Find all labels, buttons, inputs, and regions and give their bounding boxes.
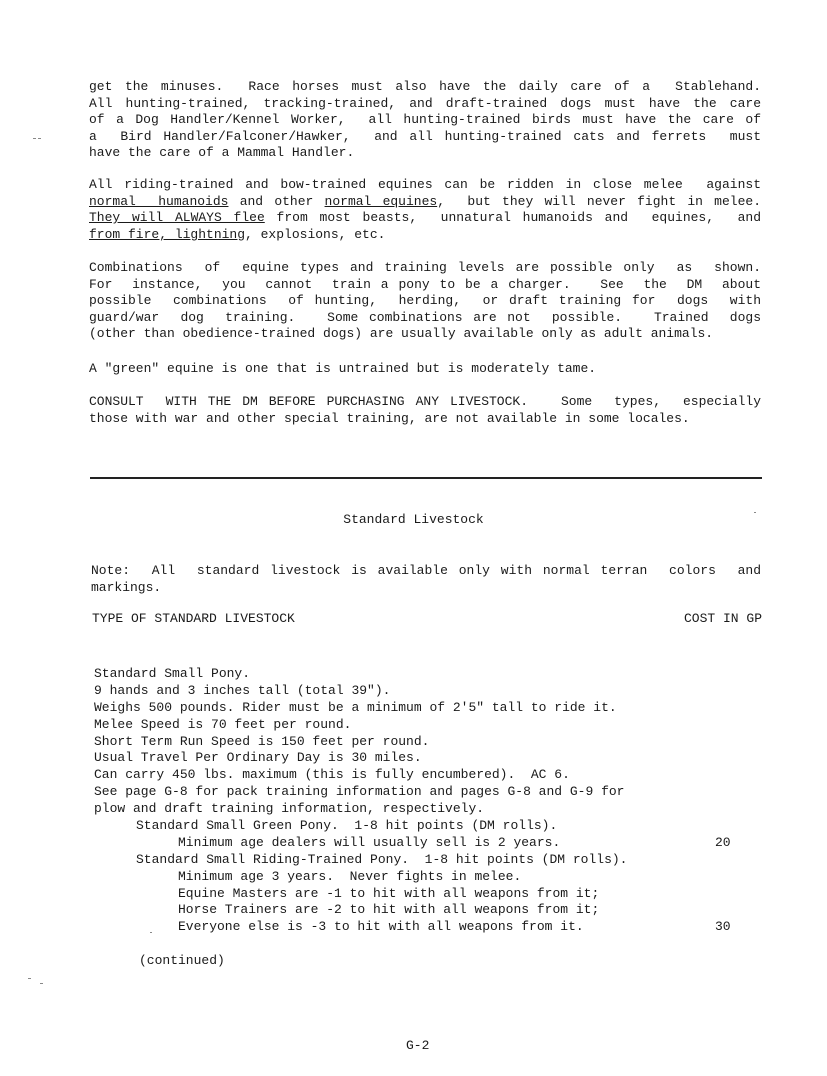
scan-speck	[40, 983, 43, 984]
livestock-line	[94, 801, 764, 818]
paragraph-green-equine	[89, 361, 761, 378]
livestock-line	[94, 852, 764, 869]
scan-speck	[38, 138, 41, 139]
text-line: Note: All standard livestock is available only with normal terran colors and	[91, 563, 761, 578]
continued-label: (continued)	[139, 953, 225, 968]
text-line: A "green" equine is one that is untrained but is moderately tame.	[89, 361, 597, 376]
paragraph-care-requirements	[89, 79, 761, 162]
text-line: possible combinations of hunting, herding, or draft training for dogs with	[89, 293, 761, 309]
livestock-line	[94, 818, 764, 835]
livestock-line-text: Equine Masters are -1 to hit with all weapons from it;	[178, 885, 600, 901]
text-line: guard/war dog training. Some combinations are not possible. Trained dogs	[89, 309, 761, 325]
livestock-price: 20	[715, 834, 731, 850]
livestock-line-text: Minimum age 3 years. Never fights in melee.	[178, 868, 522, 884]
livestock-line-text: Short Term Run Speed is 150 feet per round.	[94, 733, 430, 749]
text-line-underlined: from fire, lightning, explosions, etc.	[89, 226, 386, 242]
livestock-line	[94, 767, 764, 784]
text-line: of a Dog Handler/Kennel Worker, all hunting-trained birds must have the care of	[89, 112, 761, 128]
livestock-line-text: Standard Small Green Pony. 1-8 hit points (DM rolls).	[136, 818, 558, 834]
livestock-line	[94, 700, 764, 717]
livestock-line	[94, 919, 764, 936]
livestock-line-text: Standard Small Pony.	[94, 666, 251, 681]
livestock-line-text: Can carry 450 lbs. maximum (this is fully encumbered). AC 6.	[94, 767, 570, 783]
livestock-line	[94, 683, 764, 700]
paragraph-combinations	[89, 260, 761, 343]
paragraph-melee-rules	[89, 177, 761, 243]
text-line-underlined: They will ALWAYS flee from most beasts, unnatural humanoids and equines, and	[89, 210, 761, 226]
horizontal-rule	[90, 477, 762, 479]
text-line: those with war and other special training, are not available in some locales.	[89, 410, 690, 426]
livestock-line-text: plow and draft training information, respectively.	[94, 801, 485, 817]
text-line: CONSULT WITH THE DM BEFORE PURCHASING ANY LIVESTOCK. Some types, especially	[89, 394, 761, 409]
text-line: get the minuses. Race horses must also have the daily care of a Stablehand.	[89, 79, 761, 94]
text-line-underlined: normal humanoids and other normal equines, but they will never fight in melee.	[89, 193, 761, 209]
livestock-line	[94, 717, 764, 734]
section-heading: Standard Livestock	[343, 512, 484, 527]
paragraph-consult-dm	[89, 394, 761, 427]
note-paragraph	[91, 563, 761, 596]
page-number: G-2	[406, 1038, 430, 1053]
scan-speck	[150, 932, 152, 933]
type-column-header: TYPE OF STANDARD LIVESTOCK	[92, 611, 295, 626]
livestock-line-text: Weighs 500 pounds. Rider must be a minimum of 2'5" tall to ride it.	[94, 699, 617, 715]
livestock-line	[94, 886, 764, 903]
livestock-list	[94, 666, 764, 936]
livestock-line	[94, 666, 764, 683]
livestock-line-text: Melee Speed is 70 feet per round.	[94, 716, 352, 732]
text-line: All riding-trained and bow-trained equines can be ridden in close melee against	[89, 177, 761, 192]
livestock-line	[94, 750, 764, 767]
scan-speck	[754, 512, 756, 513]
text-line: have the care of a Mammal Handler.	[89, 145, 355, 161]
livestock-line	[94, 734, 764, 751]
livestock-price: 30	[715, 919, 731, 935]
text-line: Combinations of equine types and training levels are possible only as shown.	[89, 260, 761, 275]
text-line: (other than obedience-trained dogs) are usually available only as adult animals.	[89, 326, 714, 342]
livestock-line	[94, 835, 764, 852]
livestock-line-text: 9 hands and 3 inches tall (total 39").	[94, 682, 391, 698]
scan-speck	[33, 138, 36, 139]
livestock-line-text: Horse Trainers are -2 to hit with all weapons from it;	[178, 902, 600, 918]
livestock-line-text: Everyone else is -3 to hit with all weapons from it.	[178, 919, 584, 935]
text-line: a Bird Handler/Falconer/Hawker, and all hunting-trained cats and ferrets must	[89, 128, 761, 144]
text-line: markings.	[91, 579, 162, 595]
scan-speck	[28, 978, 31, 979]
livestock-line	[94, 869, 764, 886]
text-line: All hunting-trained, tracking-trained, and draft-trained dogs must have the care	[89, 95, 761, 111]
text-line: For instance, you cannot train a pony to be a charger. See the DM about	[89, 276, 761, 292]
livestock-line-text: Minimum age dealers will usually sell is 2 years.	[178, 834, 561, 850]
livestock-line	[94, 902, 764, 919]
livestock-line-text: Usual Travel Per Ordinary Day is 30 miles.	[94, 750, 422, 766]
livestock-line-text: See page G-8 for pack training information and pages G-8 and G-9 for	[94, 784, 625, 800]
cost-column-header: COST IN GP	[683, 611, 762, 626]
livestock-line	[94, 784, 764, 801]
livestock-line-text: Standard Small Riding-Trained Pony. 1-8 hit points (DM rolls).	[136, 851, 628, 867]
